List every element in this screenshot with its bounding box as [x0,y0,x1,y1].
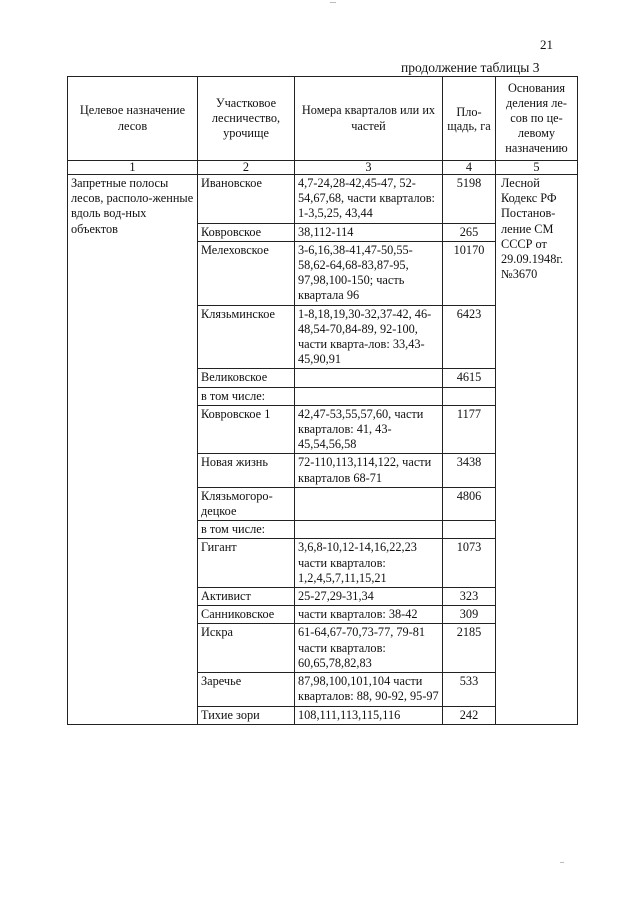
blocks-cell [295,387,443,405]
area-cell: 2185 [443,624,496,673]
blocks-cell [295,369,443,387]
blocks-cell: 72-110,113,114,122, части кварталов 68-71 [295,454,443,487]
area-cell [443,387,496,405]
area-cell: 10170 [443,241,496,305]
blocks-cell [295,487,443,520]
district-cell: Искра [198,624,295,673]
header-purpose: Целевое назначение лесов [68,77,198,161]
blocks-cell: 4,7-24,28-42,45-47, 52-54,67,68, части кварталов: 1-3,5,25, 43,44 [295,175,443,224]
district-cell: Ковровское 1 [198,405,295,454]
column-number: 1 [68,161,198,175]
area-cell: 1073 [443,539,496,588]
blocks-cell [295,521,443,539]
area-cell: 309 [443,606,496,624]
area-cell: 5198 [443,175,496,224]
column-number: 3 [295,161,443,175]
district-cell: Активист [198,588,295,606]
basis-cell: Лесной Кодекс РФ Постанов-ление СМ СССР от 29.09.1948г. №3670 [496,175,578,725]
district-cell: Великовское [198,369,295,387]
table-row [68,175,578,224]
page-number: 21 [540,37,553,52]
district-cell: Тихие зори [198,706,295,724]
column-number: 4 [443,161,496,175]
area-cell: 1177 [443,405,496,454]
district-cell: Клязьмогоро-децкое [198,487,295,520]
district-cell: Ивановское [198,175,295,224]
header-area: Пло-щадь, га [443,77,496,161]
blocks-cell: 3-6,16,38-41,47-50,55-58,62-64,68-83,87-95, 97,98,100-150; часть квартала 96 [295,241,443,305]
district-cell: в том числе: [198,387,295,405]
area-cell: 6423 [443,305,496,369]
blocks-cell: 1-8,18,19,30-32,37-42, 46-48,54-70,84-89, 92-100, части кварта-лов: 33,43-45,90,91 [295,305,443,369]
blocks-cell: 61-64,67-70,73-77, 79-81 части кварталов: 60,65,78,82,83 [295,624,443,673]
area-cell [443,521,496,539]
scan-speck [560,862,564,863]
district-cell: Новая жизнь [198,454,295,487]
header-blocks: Номера кварталов или их частей [295,77,443,161]
blocks-cell: 108,111,113,115,116 [295,706,443,724]
column-number: 5 [496,161,578,175]
district-cell: Клязьминское [198,305,295,369]
district-cell: Заречье [198,673,295,706]
area-cell: 4806 [443,487,496,520]
area-cell: 3438 [443,454,496,487]
district-cell: Мелеховское [198,241,295,305]
forest-purpose-table [67,76,578,725]
blocks-cell: 87,98,100,101,104 части кварталов: 88, 90-92, 95-97 [295,673,443,706]
district-cell: в том числе: [198,521,295,539]
column-number-row [68,161,578,175]
district-cell: Санниковское [198,606,295,624]
blocks-cell: части кварталов: 38-42 [295,606,443,624]
blocks-cell: 38,112-114 [295,223,443,241]
district-cell: Гигант [198,539,295,588]
blocks-cell: 25-27,29-31,34 [295,588,443,606]
area-cell: 323 [443,588,496,606]
scan-speck [330,2,336,3]
table-continuation-caption: продолжение таблицы 3 [401,60,540,75]
header-basis: Основания деления ле-сов по це-левому назначению [496,77,578,161]
area-cell: 265 [443,223,496,241]
district-cell: Ковровское [198,223,295,241]
area-cell: 4615 [443,369,496,387]
blocks-cell: 42,47-53,55,57,60, части кварталов: 41, 43-45,54,56,58 [295,405,443,454]
header-district: Участковое лесничество, урочище [198,77,295,161]
blocks-cell: 3,6,8-10,12-14,16,22,23 части кварталов: 1,2,4,5,7,11,15,21 [295,539,443,588]
table-header-row [68,77,578,161]
purpose-cell: Запретные полосы лесов, располо-женные вдоль вод-ных объектов [68,175,198,725]
column-number: 2 [198,161,295,175]
area-cell: 533 [443,673,496,706]
area-cell: 242 [443,706,496,724]
